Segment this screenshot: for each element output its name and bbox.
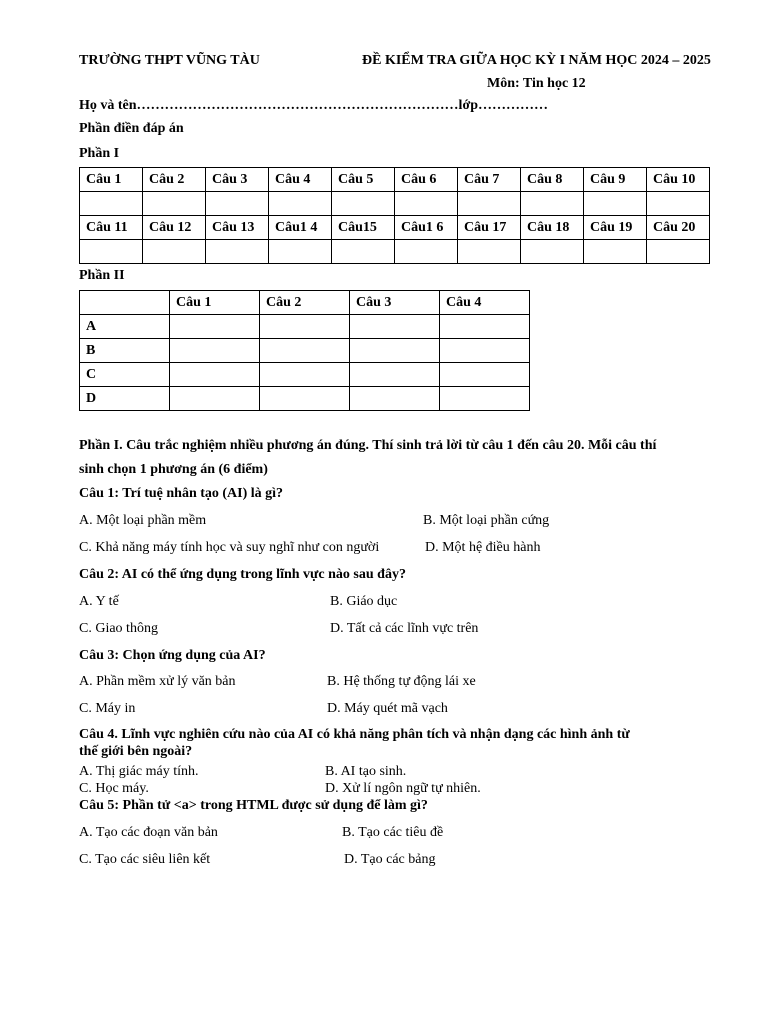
answer-cell[interactable]	[170, 387, 260, 411]
student-name-line: Họ và tên……………………………………………………………lớp……………	[79, 98, 548, 113]
table-header-cell: Câu 6	[395, 168, 458, 192]
table-row	[80, 168, 710, 192]
answer-cell[interactable]	[269, 192, 332, 216]
table-row	[80, 339, 530, 363]
section1-intro-line2: sinh chọn 1 phương án (6 điểm)	[79, 462, 268, 477]
table-row	[80, 315, 530, 339]
table-header-cell: Câu 4	[269, 168, 332, 192]
row-label: C	[80, 363, 170, 387]
q1-option-b[interactable]: B. Một loại phần cứng	[423, 513, 550, 528]
answer-cell[interactable]	[206, 240, 269, 264]
table-row	[80, 363, 530, 387]
row-label: D	[80, 387, 170, 411]
part2-answer-table	[79, 290, 530, 411]
table-header-cell: Câu 20	[647, 216, 710, 240]
table-header-cell: Câu 1	[80, 168, 143, 192]
question-1: Câu 1: Trí tuệ nhân tạo (AI) là gì?	[79, 486, 284, 501]
answer-cell[interactable]	[80, 240, 143, 264]
table-header-cell: Câu 8	[521, 168, 584, 192]
answer-cell[interactable]	[350, 387, 440, 411]
q4-option-c[interactable]: C. Học máy.	[79, 781, 149, 796]
table-row	[80, 240, 710, 264]
row-label: B	[80, 339, 170, 363]
table-header-cell: Câu15	[332, 216, 395, 240]
q1-option-c[interactable]: C. Khả năng máy tính học và suy nghĩ như con người	[79, 540, 380, 555]
answer-cell[interactable]	[170, 363, 260, 387]
q5-option-b[interactable]: B. Tạo các tiêu đề	[342, 825, 444, 840]
answer-cell[interactable]	[521, 192, 584, 216]
answer-cell[interactable]	[395, 240, 458, 264]
answer-cell[interactable]	[260, 339, 350, 363]
table-header-cell: Câu 2	[260, 291, 350, 315]
q5-option-a[interactable]: A. Tạo các đoạn văn bản	[79, 825, 218, 840]
answer-cell[interactable]	[170, 339, 260, 363]
answer-cell[interactable]	[143, 192, 206, 216]
table-header-cell: Câu 9	[584, 168, 647, 192]
answer-cell[interactable]	[260, 363, 350, 387]
answer-cell[interactable]	[260, 387, 350, 411]
answer-cell[interactable]	[440, 363, 530, 387]
table-row	[80, 192, 710, 216]
answer-cell[interactable]	[584, 192, 647, 216]
q5-option-d[interactable]: D. Tạo các bảng	[344, 852, 436, 867]
table-header-cell: Câu 7	[458, 168, 521, 192]
q3-option-c[interactable]: C. Máy in	[79, 701, 136, 716]
answer-cell[interactable]	[395, 192, 458, 216]
table-row	[80, 387, 530, 411]
answer-cell[interactable]	[440, 315, 530, 339]
q3-option-a[interactable]: A. Phần mềm xử lý văn bản	[79, 674, 236, 689]
table-header-cell: Câu1 4	[269, 216, 332, 240]
table-row	[80, 216, 710, 240]
q2-option-a[interactable]: A. Y tế	[79, 594, 119, 609]
table-row	[80, 291, 530, 315]
q4-option-a[interactable]: A. Thị giác máy tính.	[79, 764, 199, 779]
part2-label: Phần II	[79, 268, 125, 283]
table-header-cell: Câu 3	[350, 291, 440, 315]
answer-cell[interactable]	[350, 315, 440, 339]
answer-cell[interactable]	[206, 192, 269, 216]
q2-option-d[interactable]: D. Tất cả các lĩnh vực trên	[330, 621, 479, 636]
q1-option-d[interactable]: D. Một hệ điều hành	[425, 540, 541, 555]
answer-cell[interactable]	[440, 339, 530, 363]
corner-cell	[80, 291, 170, 315]
part1-answer-table	[79, 167, 710, 264]
answer-cell[interactable]	[170, 315, 260, 339]
table-header-cell: Câu 19	[584, 216, 647, 240]
answer-cell[interactable]	[332, 192, 395, 216]
table-header-cell: Câu 10	[647, 168, 710, 192]
q4-option-b[interactable]: B. AI tạo sinh.	[325, 764, 407, 779]
exam-title: ĐỀ KIỂM TRA GIỮA HỌC KỲ I NĂM HỌC 2024 – 2025	[362, 53, 711, 68]
question-2: Câu 2: AI có thể ứng dụng trong lĩnh vực nào sau đây?	[79, 567, 406, 582]
table-header-cell: Câu 3	[206, 168, 269, 192]
q3-option-d[interactable]: D. Máy quét mã vạch	[327, 701, 448, 716]
school-name: TRƯỜNG THPT VŨNG TÀU	[79, 53, 260, 68]
question-4-line1: Câu 4. Lĩnh vực nghiên cứu nào của AI có khả năng phân tích và nhận dạng các hình ảnh từ	[79, 727, 630, 742]
q5-option-c[interactable]: C. Tạo các siêu liên kết	[79, 852, 211, 867]
question-3: Câu 3: Chọn ứng dụng của AI?	[79, 648, 266, 663]
answer-cell[interactable]	[260, 315, 350, 339]
answer-cell[interactable]	[350, 363, 440, 387]
table-header-cell: Câu 11	[80, 216, 143, 240]
q2-option-c[interactable]: C. Giao thông	[79, 621, 158, 636]
answer-cell[interactable]	[647, 240, 710, 264]
table-header-cell: Câu 12	[143, 216, 206, 240]
table-header-cell: Câu 18	[521, 216, 584, 240]
table-header-cell: Câu 2	[143, 168, 206, 192]
table-header-cell: Câu 13	[206, 216, 269, 240]
question-4-line2: thế giới bên ngoài?	[79, 744, 193, 759]
table-header-cell: Câu 4	[440, 291, 530, 315]
table-header-cell: Câu 5	[332, 168, 395, 192]
answer-cell[interactable]	[332, 240, 395, 264]
answer-cell[interactable]	[269, 240, 332, 264]
answer-cell[interactable]	[440, 387, 530, 411]
answer-cell[interactable]	[143, 240, 206, 264]
answer-cell[interactable]	[521, 240, 584, 264]
q1-option-a[interactable]: A. Một loại phần mềm	[79, 513, 207, 528]
part1-label: Phần I	[79, 146, 120, 161]
answer-cell[interactable]	[458, 192, 521, 216]
q4-option-d[interactable]: D. Xử lí ngôn ngữ tự nhiên.	[325, 781, 481, 796]
row-label: A	[80, 315, 170, 339]
answer-cell[interactable]	[647, 192, 710, 216]
q2-option-b[interactable]: B. Giáo dục	[330, 594, 398, 609]
answer-cell[interactable]	[584, 240, 647, 264]
subject-line: Môn: Tin học 12	[487, 76, 586, 91]
answer-cell[interactable]	[350, 339, 440, 363]
table-header-cell: Câu1 6	[395, 216, 458, 240]
question-5: Câu 5: Phần tử <a> trong HTML được sử dụng để làm gì?	[79, 798, 428, 813]
table-header-cell: Câu 1	[170, 291, 260, 315]
table-header-cell: Câu 17	[458, 216, 521, 240]
answer-sheet-title: Phần điền đáp án	[79, 121, 184, 136]
answer-cell[interactable]	[458, 240, 521, 264]
q3-option-b[interactable]: B. Hệ thống tự động lái xe	[327, 674, 476, 689]
answer-cell[interactable]	[80, 192, 143, 216]
section1-intro-line1: Phần I. Câu trắc nghiệm nhiều phương án đúng. Thí sinh trả lời từ câu 1 đến câu 20. Mỗi câu thí	[79, 438, 657, 453]
